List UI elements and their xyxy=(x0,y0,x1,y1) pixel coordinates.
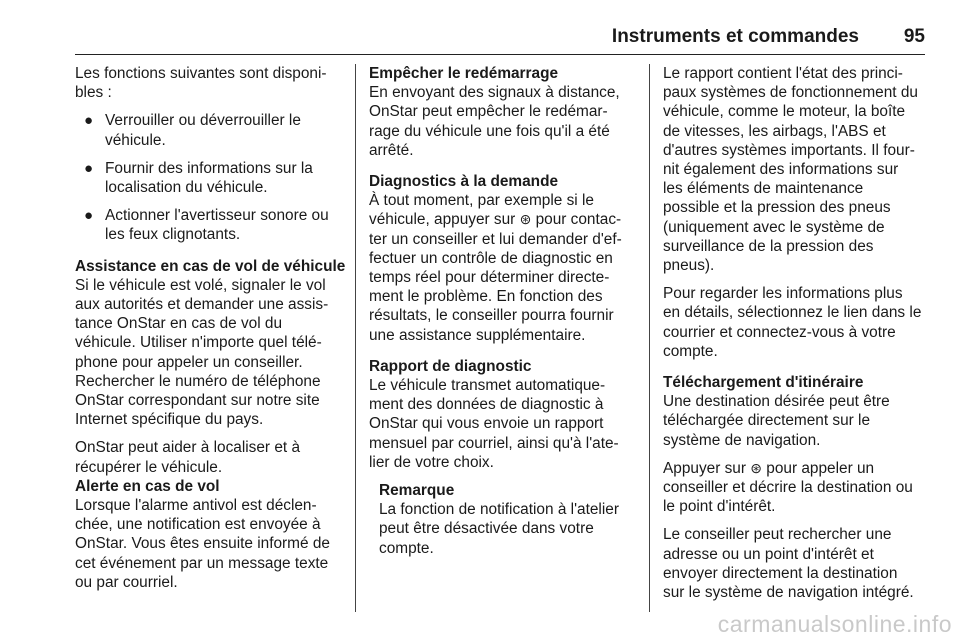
note-heading: Remarque xyxy=(379,482,455,500)
paragraph: Le rapport contient l'état des princi- paux systèmes de fonctionnement du véhicule, comme le moteur, la boîte de vitesses, les airbags, l'ABS et d'autres systèmes importants. Il four- nit également des informations sur les éléments de maintenance possible et la pression des pneus (uniquement avec le système de surveillance de la pression des pneus). xyxy=(663,65,918,275)
page-title: Instruments et commandes xyxy=(611,26,859,47)
paragraph: Lorsque l'alarme antivol est déclen- chée, une notification est envoyée à OnStar. Vous êtes ensuite informé de cet événement par un message texte ou par courriel. xyxy=(75,497,330,591)
onstar-button-icon: ⊛ xyxy=(519,211,532,228)
watermark: carmanualsonline.info xyxy=(717,611,952,637)
onstar-button-icon: ⊛ xyxy=(750,459,762,476)
section-heading: Assistance en cas de vol de véhicule xyxy=(75,257,346,275)
column-2 xyxy=(369,64,637,558)
paragraph: Pour regarder les informations plus en détails, sélectionnez le lien dans le courrier et connectez-vous à votre compte. xyxy=(663,285,922,360)
bullet-icon: ● xyxy=(84,112,94,130)
paragraph: Appuyer sur ⊛ pour appeler un conseiller et décrire la destination ou le point d'intérêt. xyxy=(663,459,913,516)
column-1 xyxy=(75,64,346,592)
bullet-icon: ● xyxy=(84,159,94,177)
list-item: ● Verrouiller ou déverrouiller le véhicule. xyxy=(84,112,301,149)
intro-paragraph: Les fonctions suivantes sont disponi- bles : xyxy=(75,65,327,102)
list-item: ● Fournir des informations sur la localisation du véhicule. xyxy=(84,159,313,197)
page-number: 95 xyxy=(903,26,925,47)
column-3 xyxy=(663,64,931,602)
section-heading: Empêcher le redémarrage xyxy=(369,65,559,82)
bullet-icon: ● xyxy=(84,207,94,225)
section-heading: Rapport de diagnostic xyxy=(369,357,532,375)
column-divider xyxy=(649,64,650,612)
list-item: ● Actionner l'avertisseur sonore ou les feux clignotants. xyxy=(84,207,329,244)
paragraph: Une destination désirée peut être téléchargée directement sur le système de navigation. xyxy=(663,393,890,449)
paragraph: OnStar peut aider à localiser et à récupérer le véhicule. xyxy=(75,439,300,476)
paragraph: À tout moment, par exemple si le véhicule, appuyer sur ⊛ pour contac- ter un conseiller et lui demander d'ef- fectuer un contrôle de diagnostic en temps réel pour déterminer directe- ment le problème. En fonction des résultats, le conseiller pourra fournir une assistance supplémentaire. xyxy=(369,192,622,344)
note-box: Remarque La fonction de notification à l'atelier peut être désactivée dans votre compte. xyxy=(369,481,637,558)
section-heading: Téléchargement d'itinéraire xyxy=(663,374,864,392)
section-heading: Alerte en cas de vol xyxy=(75,477,220,495)
column-divider xyxy=(355,64,356,612)
page-header xyxy=(75,22,925,55)
paragraph: Le véhicule transmet automatique- ment des données de diagnostic à OnStar qui vous envoie un rapport mensuel par courriel, ainsi qu'à l'ate- lier de votre choix. xyxy=(369,377,619,471)
paragraph: Si le véhicule est volé, signaler le vol aux autorités et demander une assis- tance OnStar en cas de vol du véhicule. Utiliser n'importe quel télé- phone pour appeler un conseiller. Rechercher le numéro de téléphone OnStar correspondant sur notre site Internet spécifique du pays. xyxy=(75,276,329,429)
paragraph: En envoyant des signaux à distance, OnStar peut empêcher le redémar- rage du véhicule une fois qu'il a été arrêté. xyxy=(369,84,620,159)
paragraph: Le conseiller peut rechercher une adresse ou un point d'intérêt et envoyer directement la destination sur le système de navigation intégré. xyxy=(663,526,914,602)
section-heading: Diagnostics à la demande xyxy=(369,173,559,191)
